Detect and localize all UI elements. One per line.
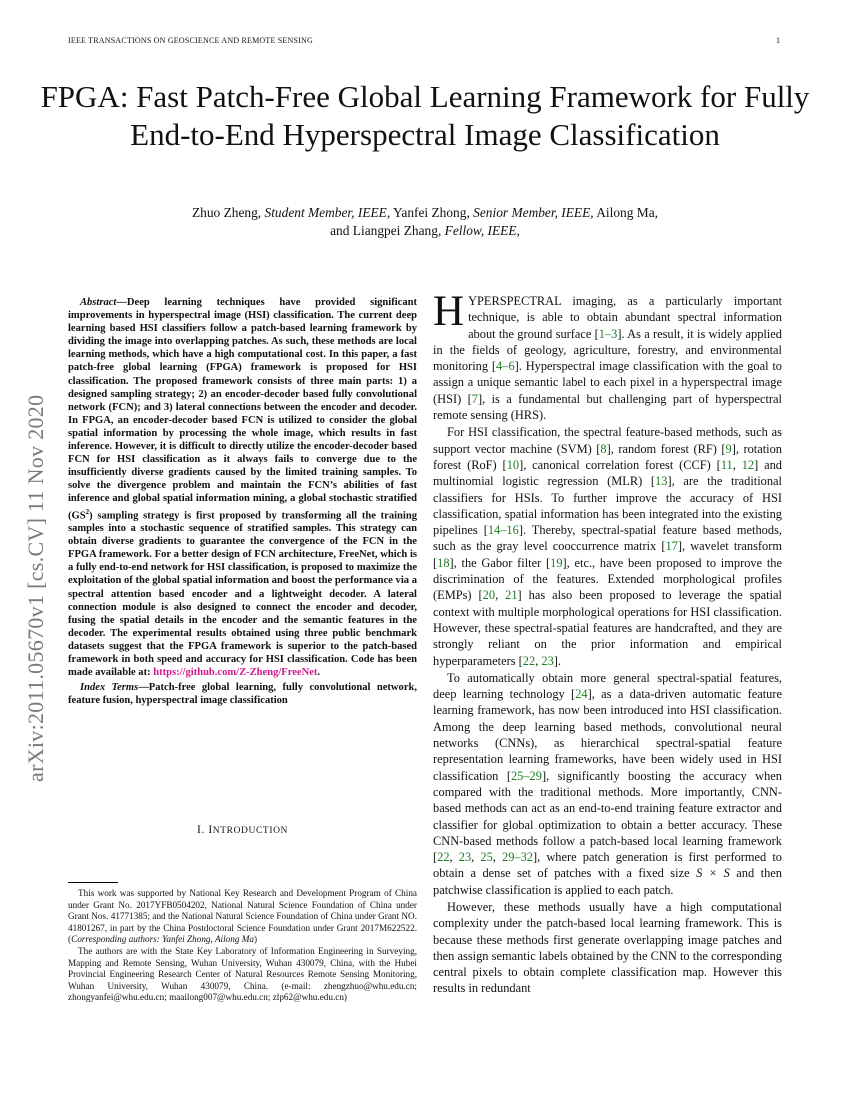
author-name: Zhuo Zheng, xyxy=(191,205,265,220)
citation-link[interactable]: 25–29 xyxy=(510,768,542,783)
running-header: IEEE TRANSACTIONS ON GEOSCIENCE AND REMOTE SENSING xyxy=(68,36,313,45)
citation-link[interactable]: 18 xyxy=(437,555,450,570)
text: and then patchwise classification is applied to each patch. xyxy=(433,866,782,897)
text: To automatically obtain more general spectral-spatial features, deep learning technology [ xyxy=(433,670,782,702)
footnote-affiliation: The authors are with the State Key Laboratory of Information Engineering in Surveying, Mapping and Remote Sensing, Wuhan University, Wuhan 430079, China, with the Hubei Provincial Engineering Research Center of Natural Resources Remote Sensing Monitoring, Wuhan University, Wuhan 430079, China. (e-mail: zhengzhuo@whu.edu.cn; zhongyanfei@whu.edu.cn; maailong007@whu.edu.cn; zlp62@whu.edu.cn) xyxy=(68,945,417,1003)
author-name: Yanfei Zhong, xyxy=(390,205,474,220)
superscript: 2 xyxy=(85,507,90,516)
author-name: Ailong Ma, xyxy=(593,205,658,220)
citation-link[interactable]: 12 xyxy=(741,457,755,472)
text: ]. xyxy=(553,653,562,668)
citation-link[interactable]: 20 xyxy=(482,588,496,603)
text: ], are the traditional classifiers for HSIs. To further improve the accuracy of HSI classification, spatial information has been integrated into the existing pipelines [ xyxy=(433,474,782,538)
citation-link[interactable]: 22 xyxy=(437,850,450,865)
abstract xyxy=(68,296,417,679)
author-role: Student Member, IEEE, xyxy=(264,205,391,220)
page-number: 1 xyxy=(776,36,780,45)
section-heading-introduction xyxy=(68,824,417,836)
footnote-corresponding: Corresponding authors: Yanfei Zhong, Ailong Ma xyxy=(71,934,254,945)
text: ], is a fundamental but challenging part of hyperspectral remote sensing (HRS). xyxy=(433,391,782,423)
text: ], random forest (RF) [ xyxy=(606,441,726,456)
body-paragraph xyxy=(433,288,783,423)
index-terms-text: —Patch-free global learning, fully convolutional network, feature fusion, hyperspectral image classification xyxy=(68,682,417,707)
text: ], significantly boosting the accuracy when compared with the traditional methods. More importantly, CNN-based methods can act as an end-to-end training feature extractor and classifier for global optimization to obtain a better accuracy. These CNN-based methods follow a patch-based local learning framework [ xyxy=(433,768,782,865)
citation-link[interactable]: 7 xyxy=(471,391,478,406)
footnote-funding-text: This work was supported by National Key Research and Development Program of China under Grant No. 2017YFB0504202, National Natural Science Foundation of China under Grant Nos. 41771385; and the National Natural Science Foundation of China under Grant NO. 41801267, in part by the China Postdoctoral Science Foundation under Grant 2017M622522. ( xyxy=(68,888,417,945)
index-terms-label: Index Terms xyxy=(80,682,139,694)
citation-link[interactable]: 29–32 xyxy=(502,850,533,865)
author-role: Fellow, IEEE, xyxy=(444,223,520,238)
citation-link[interactable]: 23 xyxy=(541,653,554,668)
author-list xyxy=(60,204,790,240)
citation-link[interactable]: 21 xyxy=(505,588,518,603)
section-numeral: I. xyxy=(196,824,209,836)
text: ], wavelet transform [ xyxy=(433,539,782,570)
author-name: and Liangpei Zhang, xyxy=(330,223,445,238)
body-paragraph: However, these methods usually have a high computational complexity under the patch-based local learning framework. This is because these methods first generate overlapping image patches and then assign semantic labels obtained by the CNN to the corresponding central pixels to obtain complete classification map. However this results in redundant xyxy=(433,899,782,996)
arxiv-stamp-text: arXiv:2011.05670v1 [cs.CV] 11 Nov 2020 xyxy=(23,394,48,782)
paper-title: FPGA: Fast Patch-Free Global Learning Framework for Fully End-to-End Hyperspectral Image Classification xyxy=(40,79,810,152)
text: ]. As a result, it is widely applied in the fields of geology, agriculture, forestry, and environmental monitoring [ xyxy=(433,326,782,374)
drop-cap: H xyxy=(433,288,465,335)
citation-link[interactable]: 23 xyxy=(458,850,472,865)
body-paragraph: For HSI classification, the spectral feature-based methods, such as support vector machine (SVM) [8], random forest (RF) [9], rotation forest (RoF) [10], canonical correlation forest (CCF) [11, 12] and multinomial logistic regression (MLR) [13], are the traditional classifiers for HSIs. To further improve the accuracy of HSI classification, spatial information has been integrated into the existing pipelines [14–16]. Thereby, spectral-spatial feature based methods, such as the gray level cooccurrence matrix [17], wavelet transform [18], the Gabor filter [19], etc., have been proposed to improve the discrimination of the features. Extended morphological profiles (EMPs) [20, 21] has also been proposed to leverage the spatial context with multiple morphological operations for HSI classification. However, these spectral-spatial features are handcrafted, and they are strongly reliant on the prior information and empirical hyperparameters [22, 23]. xyxy=(433,425,782,668)
citation-link[interactable]: 4–6 xyxy=(496,359,515,374)
footnote-rule xyxy=(68,882,118,883)
citation-link[interactable]: 1–3 xyxy=(598,326,618,341)
citation-link[interactable]: 14–16 xyxy=(487,523,519,538)
text: ], where patch generation is first performed to obtain a dense set of patches with a fixed size xyxy=(433,850,782,881)
citation-link[interactable]: 17 xyxy=(665,539,678,554)
text: ], the Gabor filter [ xyxy=(449,555,551,570)
text: ], rotation forest (RoF) [ xyxy=(433,441,782,472)
citation-link[interactable]: 11 xyxy=(720,457,733,472)
citation-link[interactable]: 22 xyxy=(522,653,536,668)
math-expression: S × S xyxy=(696,866,730,881)
text: ] and multinomial logistic regression (MLR) [ xyxy=(433,457,782,489)
text: For HSI classification, the spectral feature-based methods, such as support vector machine (SVM) [ xyxy=(433,425,782,456)
abstract-text: —Deep learning techniques have provided significant improvements in hyperspectral image (HSI) classification. The current deep learning based HSI classifiers follow a patch-based learning framework by dividing the image into overlapping patches. As such, these methods are local learning methods, which have a high computational cost. In this paper, a fast patch-free global learning (FPGA) framework is proposed for HSI classification. The proposed framework consists of three main parts: 1) a designed sampling strategy; 2) an encoder-decoder based fully convolutional network (FCN); and 3) lateral connections between the encoder and decoder. In FPGA, an encoder-decoder based FCN is utilized to consider the global spatial information by processing the whole image, which results in fast inference. However, it is difficult to directly utilize the encoder-decoder based FCN for HSI classification as it always fails to converge due to the insufficiently diverse gradients caused by the limited training samples. To solve the divergence problem and maintain the FCN’s abilities of fast inference and global spatial information mining, a global stochastic stratified (GS xyxy=(68,297,417,522)
right-column xyxy=(433,288,783,998)
author-role: Senior Member, IEEE, xyxy=(473,205,594,220)
citation-link[interactable]: 13 xyxy=(655,474,668,489)
code-link[interactable]: https://github.com/Z-Zheng/FreeNet xyxy=(153,667,318,679)
arxiv-stamp xyxy=(23,286,63,782)
citation-link[interactable]: 8 xyxy=(600,441,607,456)
text: ]. Thereby, spectral-spatial feature based methods, such as the gray level cooccurrence matrix [ xyxy=(433,523,782,554)
citation-link[interactable]: 24 xyxy=(575,687,588,702)
footnotes xyxy=(68,888,417,1004)
citation-link[interactable]: 25 xyxy=(480,850,493,865)
text: ], canonical correlation forest (CCF) [ xyxy=(519,457,721,472)
text: ] has also been proposed to leverage the spatial context with multiple morphological operations for HSI classification. However, these spectral-spatial features are handcrafted, and they are strongly reliant on the prior information and empirical hyperparameters [ xyxy=(433,588,782,668)
citation-link[interactable]: 19 xyxy=(550,555,563,570)
body-paragraph: To automatically obtain more general spectral-spatial features, deep learning technology [24], as a data-driven automatic feature learning framework, has now been introduced into HSI classification. Among the deep learning based methods, convolutional neural networks (CNNs), as hierarchical spectral-spatial feature representation learning frameworks, have been widely used in HSI classification [25–29], significantly boosting the accuracy when compared with the traditional methods. More importantly, CNN-based methods can act as an end-to-end training feature extractor and classifier for global optimization to obtain a better accuracy. These CNN-based methods follow a patch-based local learning framework [22, 23, 25, 29–32], where patch generation is first performed to obtain a dense set of patches with a fixed size S × S and then patchwise classification is applied to each patch. xyxy=(433,670,782,897)
section-first-letter: I xyxy=(208,824,213,836)
index-terms xyxy=(68,681,417,707)
footnote-funding-end: ) xyxy=(253,934,258,945)
citation-link[interactable]: 10 xyxy=(506,457,520,472)
abstract-end: . xyxy=(317,667,321,679)
footnote-funding xyxy=(68,888,417,946)
abstract-text-cont: ) sampling strategy is first proposed by transforming all the training samples into a stochastic sequence of stratified samples. This strategy can obtain diverse gradients to guarantee the convergence of the FCN in the FPGA framework. For a better design of FCN architecture, FreeNet, which is a fully end-to-end network for HSI classification, is proposed to maximize the exploitation of the global spatial information and boost the performance via a spectral attention based encoder and a lightweight decoder. A lateral connection module is also designed to connect the encoder and decoder, fusing the spatial details in the encoder and the semantic features in the decoder. The experimental results obtained using three public benchmark datasets suggest that the FPGA framework is superior to the patch-based framework in both speed and accuracy for HSI classification. Code has been made available at: xyxy=(68,510,417,679)
text: ], as a data-driven automatic feature learning framework, has now been introduced into HSI classification. Among the deep learning based methods, convolutional neural networks (CNNs), as hierarchical spectral-spatial feature representation learning frameworks, have been widely used in HSI classification [ xyxy=(433,687,782,783)
text: ], etc., have been proposed to improve the discrimination of the features. Extended morphological profiles (EMPs) [ xyxy=(433,555,782,603)
text: YPERSPECTRAL imaging, as a particularly important technique, is able to obtain abundant spectral information about the ground surface [ xyxy=(468,294,782,341)
abstract-label: Abstract xyxy=(80,297,117,308)
citation-link[interactable]: 9 xyxy=(725,441,732,456)
section-title-rest: NTRODUCTION xyxy=(212,826,289,836)
text: ]. Hyperspectral image classification with the goal to assign a unique semantic label to each pixel in a hyperspectral image (HSI) [ xyxy=(433,359,783,406)
left-column xyxy=(68,296,417,707)
